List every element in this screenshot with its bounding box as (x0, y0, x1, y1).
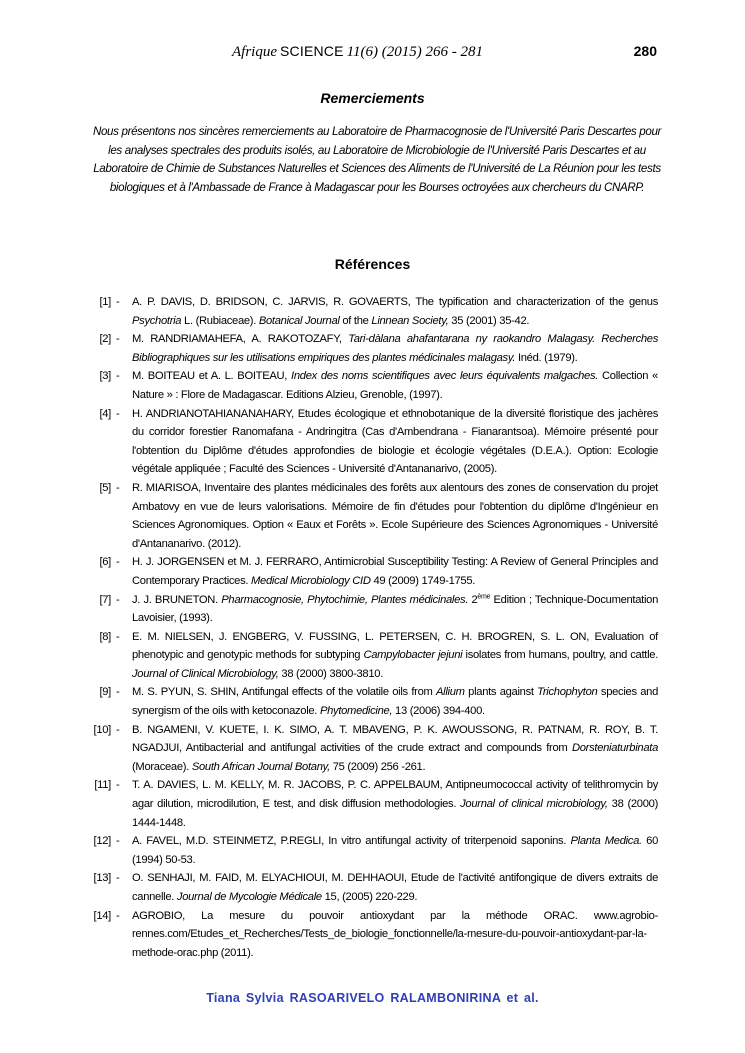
reference-dash: - (116, 630, 120, 643)
reference-number: [11] (94, 779, 111, 792)
reference-number: [10] (93, 723, 111, 736)
reference-item (84, 683, 658, 720)
references-list (84, 293, 658, 962)
reference-italic-text: Index des noms scientifiques avec leurs équivalents malgaches. (291, 370, 599, 383)
reference-dash: - (116, 909, 120, 922)
reference-plain-text: Edition ; Technique-Documentation Lavoisier, (1993). (132, 593, 658, 625)
reference-italic-text: Botanical Journal (258, 314, 340, 327)
reference-number: [2] (99, 333, 111, 346)
reference-plain-text: of the (339, 314, 372, 327)
reference-number: [1] (99, 296, 111, 308)
running-header (0, 43, 745, 67)
reference-item (84, 553, 658, 590)
reference-dash: - (116, 686, 120, 699)
reference-dash: - (116, 370, 120, 383)
journal-name-science: SCIENCE (280, 43, 344, 59)
reference-plain-text: 2 (468, 593, 478, 606)
reference-item (84, 591, 658, 628)
reference-italic-text: Journal of Clinical Microbiology, (132, 667, 279, 680)
reference-italic-text: Phytomedicine, (319, 705, 393, 718)
reference-text (132, 479, 658, 553)
reference-text (132, 628, 658, 684)
reference-number: [14] (93, 909, 111, 922)
reference-plain-text: J. J. BRUNETON. (132, 593, 222, 606)
page-number: 280 (633, 43, 657, 59)
reference-italic-text: Journal de Mycologie Médicale (176, 891, 322, 903)
footer-author: Tiana Sylvia RASOARIVELO RALAMBONIRINA et al. (206, 991, 539, 1005)
reference-plain-text: plants against (464, 686, 538, 699)
reference-plain-text: L. (Rubiaceae). (181, 314, 259, 327)
reference-dash: - (116, 593, 120, 606)
reference-text (132, 591, 658, 628)
reference-plain-text: 35 (2001) 35-42. (448, 314, 530, 327)
reference-plain-text: 75 (2009) 256 -261. (329, 760, 426, 773)
reference-plain-text: (Moraceae). (132, 760, 192, 773)
reference-plain-text: AGROBIO, La mesure du pouvoir antioxydant par la méthode ORAC. www.agrobio-rennes.com/Etudes_et_Recherches/Tests_de_biologie_fonctionnelle/la-mesure-du-pouvoir-antioxydant-par-la-methode-orac.php (2011). (132, 909, 658, 959)
reference-item (84, 907, 658, 963)
journal-volume: 11(6) (2015) 266 - 281 (346, 44, 484, 60)
reference-item (84, 776, 658, 832)
reference-item (84, 293, 658, 330)
reference-plain-text: A. FAVEL, M.D. STEINMETZ, P.REGLI, In vitro antifungal activity of triterpenoid saponins. (132, 835, 571, 848)
reference-item (84, 832, 658, 869)
reference-plain-text: isolates from humans, poultry, and cattle. (462, 649, 659, 662)
reference-plain-text: O. SENHAJI, M. FAID, M. ELYACHIOUI, M. DEHHAOUI, Etude de l'activité antifongique de divers extraits de cannelle. (132, 872, 658, 903)
acknowledgements-text: Nous présentons nos sincères remerciements au Laboratoire de Pharmacognosie de l'Université Paris Descartes pour les analyses spectrales des produits isolés, au Laboratoire de Microbiologie de l'Université Paris Descartes et au Laboratoire de Chimie de Substances Naturelles et Sciences des Aliments de l'Université de La Réunion pour les tests biologiques et à l'Ambassade de France à Madagascar pour les Bourses octroyées aux chercheurs du CNARP. (92, 125, 662, 195)
reference-dash: - (116, 481, 120, 494)
reference-italic-text: Pharmacognosie, Phytochimie, Plantes médicinales. (221, 593, 469, 606)
reference-plain-text: 60 (1994) 50-53. (132, 835, 658, 866)
reference-number: [5] (99, 481, 111, 494)
reference-text (132, 330, 658, 367)
reference-plain-text: 13 (2006) 394-400. (392, 705, 485, 718)
reference-plain-text: M. S. PYUN, S. SHIN, Antifungal effects of the volatile oils from (132, 686, 436, 699)
reference-plain-text: 15, (2005) 220-229. (321, 891, 418, 903)
reference-italic-text: Dorsteniaturbinata (571, 742, 658, 755)
reference-text (132, 907, 658, 963)
reference-plain-text: A. P. DAVIS, D. BRIDSON, C. JARVIS, R. GOVAERTS, The typification and characterization of the genus (132, 296, 658, 308)
reference-italic-text: Planta Medica. (570, 835, 642, 848)
reference-text (132, 721, 658, 777)
reference-item (84, 367, 658, 404)
journal-name-afrique: Afrique (232, 44, 277, 60)
acknowledgements-title: Remerciements (320, 90, 425, 106)
reference-plain-text: species and synergism of the oils with ketoconazole. (132, 686, 658, 718)
reference-plain-text: Inéd. (1979). (515, 351, 578, 364)
reference-text (132, 683, 658, 720)
reference-italic-text: Journal of clinical microbiology, (460, 798, 608, 811)
reference-dash: - (116, 723, 120, 736)
reference-plain-text: R. MIARISOA, Inventaire des plantes médicinales des forêts aux alentours des zones de conservation du projet Ambatovy en vue de leurs valorisations. Mémoire de fin d'études pour l'obtention du diplôme d'Ingénieur en Sciences Agronomiques. Option « Eaux et Forêts ». Ecole Supérieure des Sciences Agronomiques - Université d'Antananarivo. (2012). (132, 481, 658, 550)
reference-text (132, 776, 658, 832)
reference-italic-text: Campylobacter jejuni (363, 649, 463, 662)
reference-number: [7] (99, 593, 111, 606)
reference-plain-text: 38 (2000) 1444-1448. (132, 798, 658, 829)
reference-plain-text: T. A. DAVIES, L. M. KELLY, M. R. JACOBS, P. C. APPELBAUM, Antipneumococcal activity of telithromycin by agar dilution, microdilution, E test, and disk diffusion methodologies. (132, 779, 658, 811)
reference-item (84, 721, 658, 777)
references-title: Références (334, 256, 411, 272)
reference-plain-text: 38 (2000) 3800-3810. (278, 667, 384, 680)
reference-text (132, 553, 658, 590)
reference-dash: - (116, 556, 120, 569)
reference-italic-text: Medical Microbiology CID (251, 574, 371, 587)
reference-dash: - (116, 835, 120, 848)
reference-italic-text: Psychotria (132, 314, 182, 327)
reference-plain-text: 49 (2009) 1749-1755. (370, 574, 476, 587)
reference-plain-text: E. M. NIELSEN, J. ENGBERG, V. FUSSING, L. PETERSEN, C. H. BROGREN, S. L. ON, Evaluation of phenotypic and genotypic methods for subtyping (132, 630, 658, 662)
reference-dash: - (116, 872, 120, 885)
reference-text (132, 869, 658, 906)
reference-text (132, 405, 658, 479)
reference-plain-text: M. RANDRIAMAHEFA, A. RAKOTOZAFY, (132, 333, 349, 346)
reference-text (132, 832, 658, 869)
reference-number: [4] (99, 407, 111, 420)
reference-italic-text: Trichophyton (537, 686, 598, 699)
reference-plain-text: H. J. JORGENSEN et M. J. FERRARO, Antimicrobial Susceptibility Testing: A Review of General Principles and Contemporary Practices. (132, 556, 658, 587)
reference-item (84, 405, 658, 479)
reference-item (84, 479, 658, 553)
reference-plain-text: H. ANDRIANOTAHIANANAHARY, Etudes écologique et ethnobotanique de la diversité floristique des jachères du corridor forestier Ranomafana - Andringitra (Cas d'Ambendrana - Fianarantsoa). Mémoire présenté pour l'obtention du Diplôme d'études approfondies de biologie et écologie végétales (D.E.A.). Option: Ecologie végétale appliquée ; Faculté des Sciences - Université d'Antananarivo, (2005). (132, 407, 658, 476)
reference-dash: - (116, 407, 120, 420)
reference-text (132, 367, 658, 404)
reference-italic-text: South African Journal Botany, (191, 760, 330, 773)
journal-citation (232, 43, 483, 61)
reference-dash: - (116, 779, 120, 792)
reference-dash: - (116, 296, 120, 308)
reference-item (84, 869, 658, 906)
reference-item (84, 628, 658, 684)
reference-italic-text: Linnean Society, (371, 314, 449, 327)
reference-number: [8] (99, 630, 111, 643)
reference-plain-text: B. NGAMENI, V. KUETE, I. K. SIMO, A. T. MBAVENG, P. K. AWOUSSONG, R. PATNAM, R. ROY, B. T. NGADJUI, Antibacterial and antifungal activities of the crude extract and compounds from (132, 723, 658, 755)
reference-number: [6] (99, 556, 111, 569)
reference-italic-text: Tari-dàlana ahafantarana ny raokandro Malagasy. Recherches Bibliographiques sur les utilisations empiriques des plantes médicinales malagasy. (132, 333, 659, 364)
reference-number: [13] (93, 872, 111, 885)
reference-item (84, 330, 658, 367)
reference-number: [12] (93, 835, 111, 848)
reference-italic-text: Allium (436, 686, 465, 699)
reference-plain-text: Collection « Nature » : Flore de Madagascar. Editions Alzieu, Grenoble, (1997). (132, 370, 658, 401)
reference-text (132, 293, 658, 330)
reference-dash: - (116, 333, 120, 346)
reference-number: [3] (99, 370, 111, 383)
reference-superscript: ème (477, 592, 491, 600)
reference-plain-text: M. BOITEAU et A. L. BOITEAU, (132, 370, 292, 383)
reference-number: [9] (99, 686, 111, 699)
